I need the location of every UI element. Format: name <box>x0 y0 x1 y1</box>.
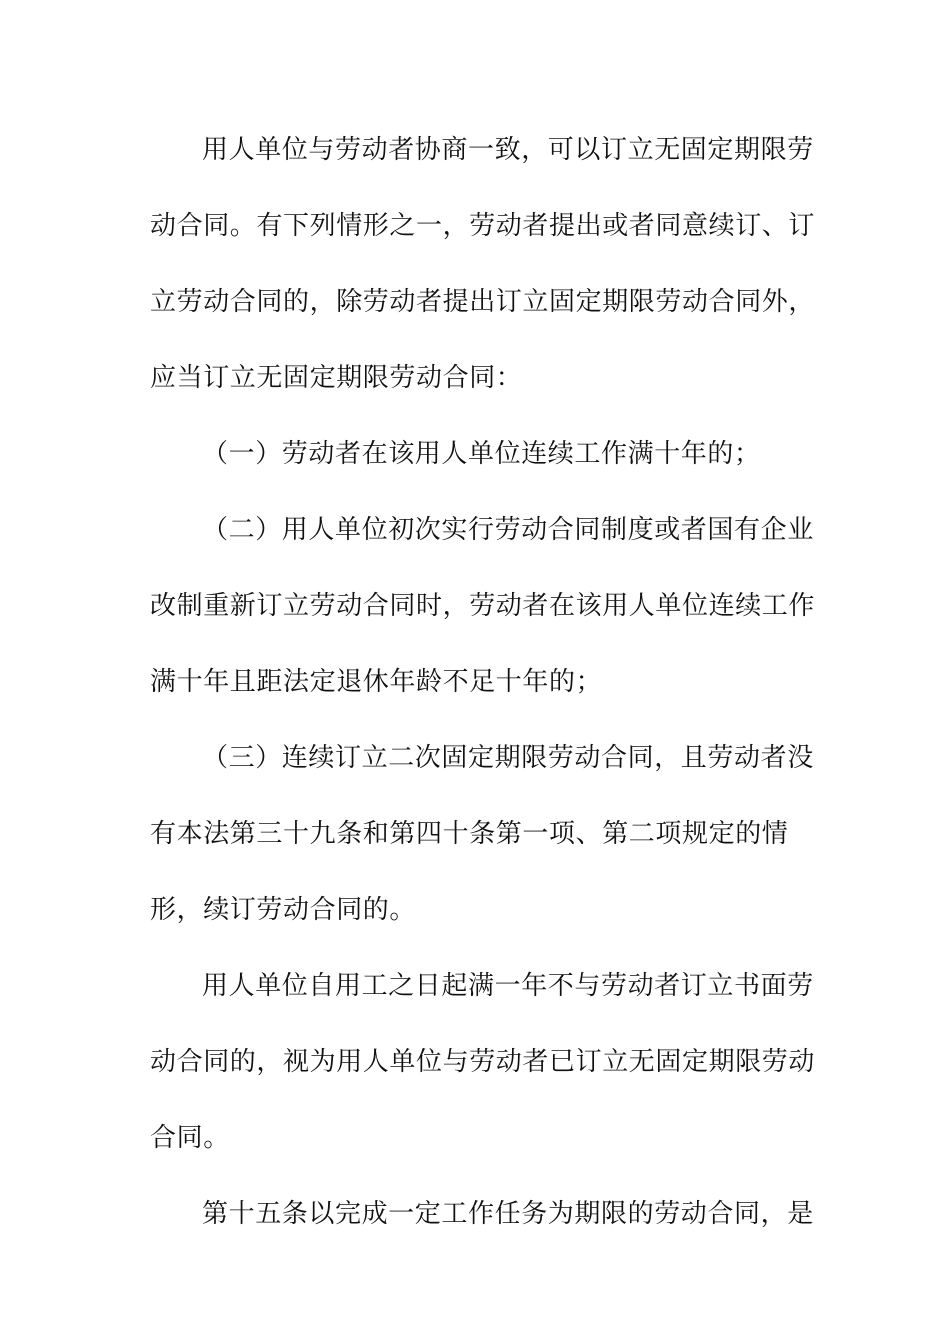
text-line: 改制重新订立劳动合同时，劳动者在该用人单位连续工作 <box>150 591 816 621</box>
text-line: 应当订立无固定期限劳动合同： <box>150 363 523 393</box>
paragraph-item-1 <box>150 416 790 492</box>
text-line: （二）用人单位初次实行劳动合同制度或者国有企业 <box>202 515 814 545</box>
paragraph-item-2 <box>150 492 816 720</box>
text-line: 动合同。有下列情形之一，劳动者提出或者同意续订、订 <box>150 211 816 241</box>
text-line: 合同。 <box>150 1123 230 1153</box>
text-line: 立劳动合同的，除劳动者提出订立固定期限劳动合同外， <box>150 287 816 317</box>
text-line: 用人单位与劳动者协商一致，可以订立无固定期限劳 <box>202 135 814 165</box>
text-line: 满十年且距法定退休年龄不足十年的； <box>150 667 603 697</box>
paragraph-open-ended-contract <box>150 112 816 416</box>
text-line: 动合同的，视为用人单位与劳动者已订立无固定期限劳动 <box>150 1047 816 1077</box>
text-line: （一）劳动者在该用人单位连续工作满十年的； <box>202 439 761 469</box>
text-line: （三）连续订立二次固定期限劳动合同，且劳动者没 <box>202 743 814 773</box>
paragraph-article-15 <box>150 1176 814 1252</box>
text-line: 形，续订劳动合同的。 <box>150 895 417 925</box>
text-line: 第十五条以完成一定工作任务为期限的劳动合同，是 <box>202 1199 814 1229</box>
document-body <box>150 112 816 1252</box>
text-line: 有本法第三十九条和第四十条第一项、第二项规定的情 <box>150 819 789 849</box>
paragraph-item-3 <box>150 720 814 948</box>
paragraph-written-contract <box>150 948 816 1176</box>
text-line: 用人单位自用工之日起满一年不与劳动者订立书面劳 <box>202 971 814 1001</box>
